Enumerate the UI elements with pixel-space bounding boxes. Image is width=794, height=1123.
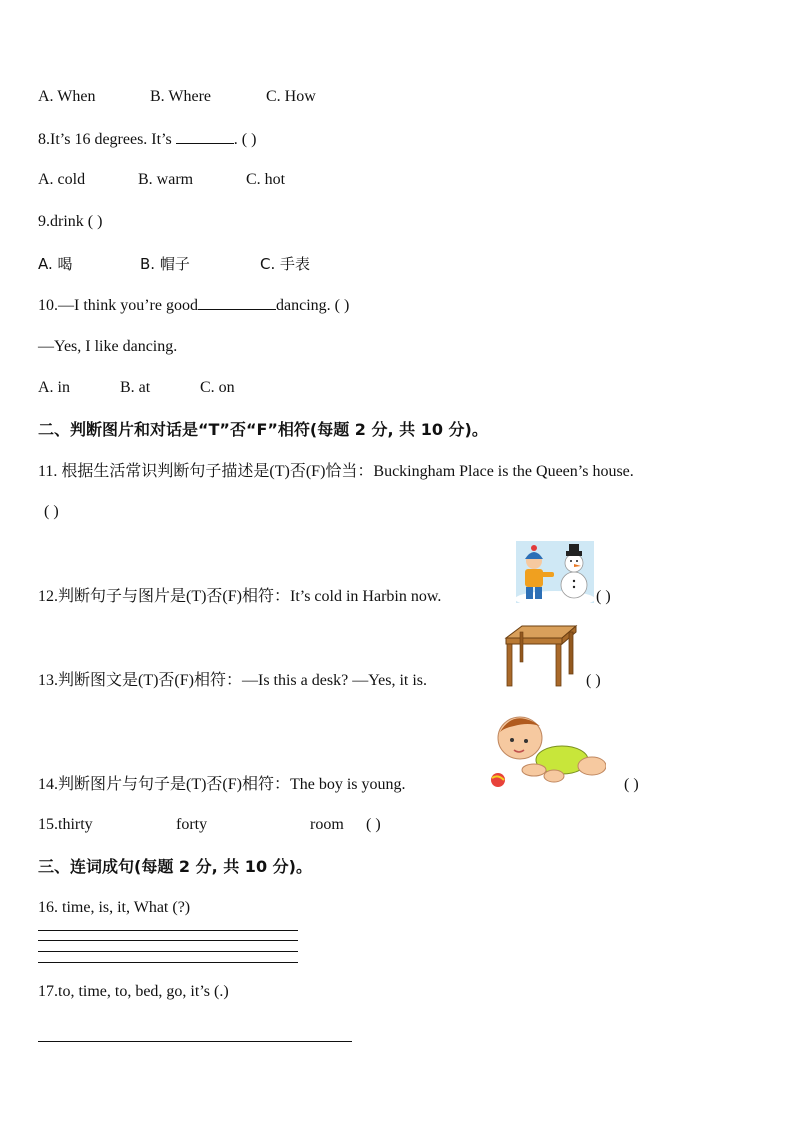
q10-paren: ( ) bbox=[334, 297, 350, 314]
q11-paren: ( ) bbox=[44, 503, 59, 520]
q15-word-3: room bbox=[310, 816, 344, 833]
q15-word-2: forty bbox=[176, 816, 208, 833]
answer-line-q17 bbox=[38, 1041, 352, 1042]
q15-paren: ( ) bbox=[366, 816, 381, 833]
boy-snowman-image bbox=[516, 541, 594, 603]
q9-paren: ( ) bbox=[87, 213, 103, 230]
q8-text-after: . bbox=[233, 131, 238, 148]
q8-option-a: A. cold bbox=[38, 171, 86, 188]
q8-paren: ( ) bbox=[241, 131, 257, 148]
q8-option-b: B. warm bbox=[138, 171, 194, 188]
q15-word-1: 15.thirty bbox=[38, 816, 93, 833]
q10-reply: —Yes, I like dancing. bbox=[38, 338, 178, 355]
q7-option-a: A. When bbox=[38, 88, 96, 105]
q13-question: 13.判断图文是(T)否(F)相符：—Is this a desk? —Yes, it is. bbox=[38, 672, 428, 689]
answer-line-3 bbox=[38, 951, 298, 952]
q10-question bbox=[38, 295, 349, 316]
q8-blank bbox=[176, 129, 234, 144]
q9-question bbox=[38, 212, 102, 232]
q14-question: 14.判断图片与句子是(T)否(F)相符：The boy is young. bbox=[38, 776, 406, 793]
q7-option-b: B. Where bbox=[150, 88, 212, 105]
q10-option-a: A. in bbox=[38, 379, 70, 396]
q8-text: 8.It’s 16 degrees. It’s bbox=[38, 131, 172, 148]
q10-text-after: dancing. bbox=[275, 297, 331, 314]
answer-line-4 bbox=[38, 962, 298, 963]
q16-question: 16. time, is, it, What (?) bbox=[38, 899, 191, 916]
q11-question: 11. 根据生活常识判断句子描述是(T)否(F)恰当：Buckingham Place is the Queen’s house. bbox=[38, 463, 634, 480]
q7-option-c: C. How bbox=[266, 88, 316, 105]
q17-question: 17.to, time, to, bed, go, it’s (.) bbox=[38, 983, 229, 1000]
q10-blank bbox=[198, 295, 276, 310]
q9-text: 9.drink bbox=[38, 213, 84, 230]
q10-text: 10.—I think you’re good bbox=[38, 297, 198, 314]
section2-heading: 二、判断图片和对话是“T”否“F”相符(每题 2 分, 共 10 分)。 bbox=[38, 420, 488, 439]
q13-paren: ( ) bbox=[586, 672, 601, 689]
answer-line-2 bbox=[38, 940, 298, 941]
q12-paren: ( ) bbox=[596, 588, 611, 605]
q9-option-b: B. 帽子 bbox=[140, 255, 190, 273]
q9-option-c: C. 手表 bbox=[260, 255, 311, 273]
q10-option-c: C. on bbox=[200, 379, 235, 396]
q8-option-c: C. hot bbox=[246, 171, 286, 188]
desk-image bbox=[500, 624, 578, 688]
section3-heading: 三、连词成句(每题 2 分, 共 10 分)。 bbox=[38, 857, 312, 876]
q12-question: 12.判断句子与图片是(T)否(F)相符：It’s cold in Harbin now. bbox=[38, 588, 442, 605]
q8-question bbox=[38, 129, 256, 150]
q9-option-a: A. 喝 bbox=[38, 255, 73, 273]
answer-line-1 bbox=[38, 930, 298, 931]
q14-paren: ( ) bbox=[624, 776, 639, 793]
crawling-baby-image bbox=[484, 710, 606, 792]
q10-option-b: B. at bbox=[120, 379, 151, 396]
